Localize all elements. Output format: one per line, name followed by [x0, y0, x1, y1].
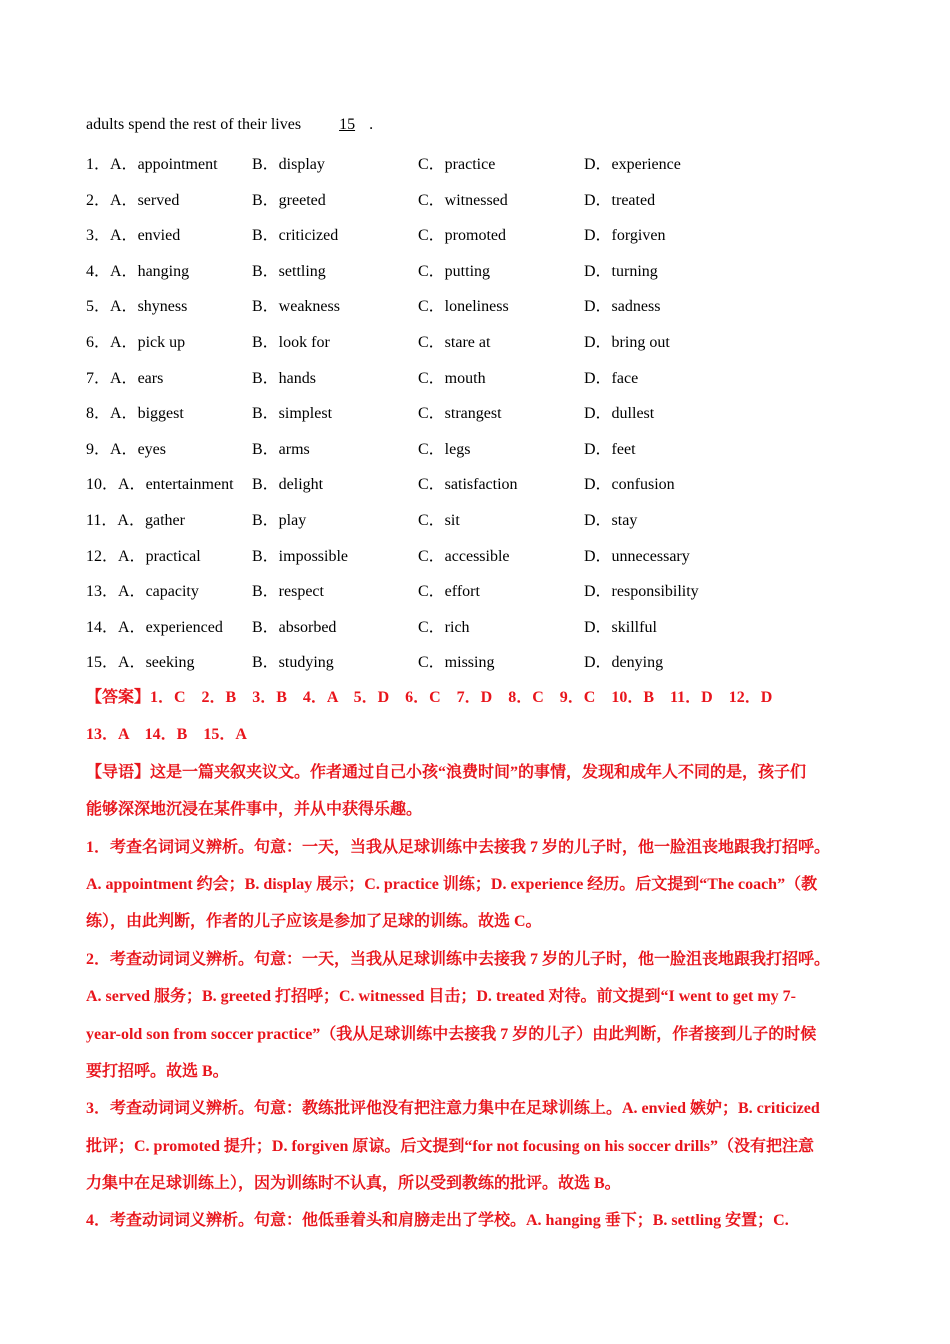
- option-c: C．satisfaction: [418, 476, 518, 494]
- option-b: B．simplest: [252, 405, 333, 423]
- option-a: 8．A．biggest: [86, 405, 184, 423]
- option-b: B．look for: [252, 333, 330, 351]
- option-c: C．sit: [418, 511, 460, 529]
- option-d: D．responsibility: [584, 583, 699, 601]
- option-b: B．greeted: [252, 191, 326, 209]
- option-c: C．promoted: [418, 227, 506, 245]
- blank-15: 15: [339, 116, 356, 133]
- intro-end: .: [369, 116, 374, 133]
- option-a: 11．A．gather: [86, 511, 185, 529]
- option-d: D．feet: [584, 440, 636, 458]
- passage-ending: [86, 116, 373, 134]
- option-d: D．bring out: [584, 333, 670, 351]
- option-a: 4．A．hanging: [86, 262, 190, 280]
- option-a: 9．A．eyes: [86, 440, 166, 458]
- option-d: D．experience: [584, 156, 681, 173]
- option-b: B．weakness: [252, 298, 340, 316]
- option-d: D．turning: [584, 262, 658, 280]
- option-a: 3．A．envied: [86, 227, 181, 245]
- explanation-line: 【导语】这是一篇夹叙夹议文。作者通过自己小孩“浪费时间”的事情，发现和成年人不同的是，孩子们: [86, 763, 807, 781]
- option-c: C．accessible: [418, 547, 510, 565]
- option-d: D．sadness: [584, 298, 661, 316]
- option-d: D．denying: [584, 654, 664, 672]
- option-c: C．stare at: [418, 333, 491, 351]
- intro-text: adults spend the rest of their lives: [86, 116, 306, 133]
- option-a: 1．A．appointment: [86, 156, 218, 173]
- option-b: B．delight: [252, 476, 324, 494]
- option-c: C．witnessed: [418, 191, 508, 209]
- option-d: D．treated: [584, 191, 656, 209]
- explanation-line: 1．考查名词词义辨析。句意：一天，当我从足球训练中去接我 7 岁的儿子时，他一脸沮丧地跟我打招呼。: [86, 838, 831, 856]
- explanation-line: 3．考查动词词义辨析。句意：教练批评他没有把注意力集中在足球训练上。A. envied 嫉妒；B. criticized: [86, 1100, 820, 1118]
- option-a: 15．A．seeking: [86, 654, 195, 672]
- option-a: 14．A．experienced: [86, 618, 223, 636]
- option-d: D．face: [584, 369, 639, 387]
- option-b: B．impossible: [252, 547, 349, 565]
- option-d: D．forgiven: [584, 227, 666, 245]
- option-d: D．dullest: [584, 405, 655, 423]
- option-c: C．mouth: [418, 369, 486, 387]
- explanation-line: 13．A 14．B 15．A: [86, 726, 247, 744]
- option-b: B．criticized: [252, 227, 339, 245]
- option-c: C．effort: [418, 583, 480, 601]
- option-c: C．practice: [418, 156, 496, 173]
- option-d: D．confusion: [584, 476, 675, 494]
- option-b: B．hands: [252, 369, 317, 387]
- option-d: D．unnecessary: [584, 547, 690, 565]
- explanation-line: 能够深深地沉浸在某件事中，并从中获得乐趣。: [86, 801, 423, 819]
- option-b: B．studying: [252, 654, 334, 672]
- option-c: C．putting: [418, 262, 491, 280]
- explanation-line: 2．考查动词词义辨析。句意：一天，当我从足球训练中去接我 7 岁的儿子时，他一脸沮丧地跟我打招呼。: [86, 950, 831, 968]
- option-b: B．settling: [252, 262, 326, 280]
- explanation-line: 【答案】1．C 2．B 3．B 4．A 5．D 6．C 7．D 8．C 9．C 10．B 11．D 12．D: [86, 689, 773, 706]
- option-a: 7．A．ears: [86, 369, 164, 387]
- explanation-line: 力集中在足球训练上），因为训练时不认真，所以受到教练的批评。故选 B。: [86, 1175, 621, 1193]
- explanation-line: 要打招呼。故选 B。: [86, 1062, 229, 1080]
- answer-explanation: [86, 684, 830, 1245]
- explanation-line: 批评；C. promoted 提升；D. forgiven 原谅。后文提到“for not focusing on his soccer drills”（没有把注意: [86, 1137, 814, 1155]
- option-c: C．missing: [418, 654, 495, 672]
- option-b: B．arms: [252, 440, 310, 458]
- option-a: 6．A．pick up: [86, 333, 186, 351]
- option-a: 13．A．capacity: [86, 583, 199, 601]
- option-a: 5．A．shyness: [86, 298, 188, 316]
- option-a: 12．A．practical: [86, 547, 201, 565]
- option-c: C．legs: [418, 440, 471, 458]
- option-b: B．display: [252, 156, 325, 173]
- option-c: C．strangest: [418, 405, 502, 423]
- explanation-line: year-old son from soccer practice”（我从足球训练中去接我 7 岁的儿子）由此判断，作者接到儿子的时候: [86, 1025, 817, 1043]
- explanation-line: 练），由此判断，作者的儿子应该是参加了足球的训练。故选 C。: [86, 913, 542, 931]
- option-d: D．stay: [584, 511, 638, 529]
- explanation-line: A. served 服务；B. greeted 打招呼；C. witnessed 目击；D. treated 对待。前文提到“I went to get my 7-: [86, 988, 796, 1006]
- option-b: B．absorbed: [252, 618, 337, 636]
- explanation-line: A. appointment 约会；B. display 展示；C. practice 训练；D. experience 经历。后文提到“The coach”（教: [86, 875, 818, 893]
- option-d: D．skillful: [584, 618, 657, 636]
- option-a: 10．A．entertainment: [86, 476, 234, 494]
- option-c: C．rich: [418, 618, 470, 636]
- explanation-line: 4．考查动词词义辨析。句意：他低垂着头和肩膀走出了学校。A. hanging 垂下；B. settling 安置；C.: [86, 1212, 789, 1230]
- option-c: C．loneliness: [418, 298, 509, 316]
- option-b: B．respect: [252, 583, 324, 601]
- option-b: B．play: [252, 511, 307, 529]
- option-a: 2．A．served: [86, 191, 180, 209]
